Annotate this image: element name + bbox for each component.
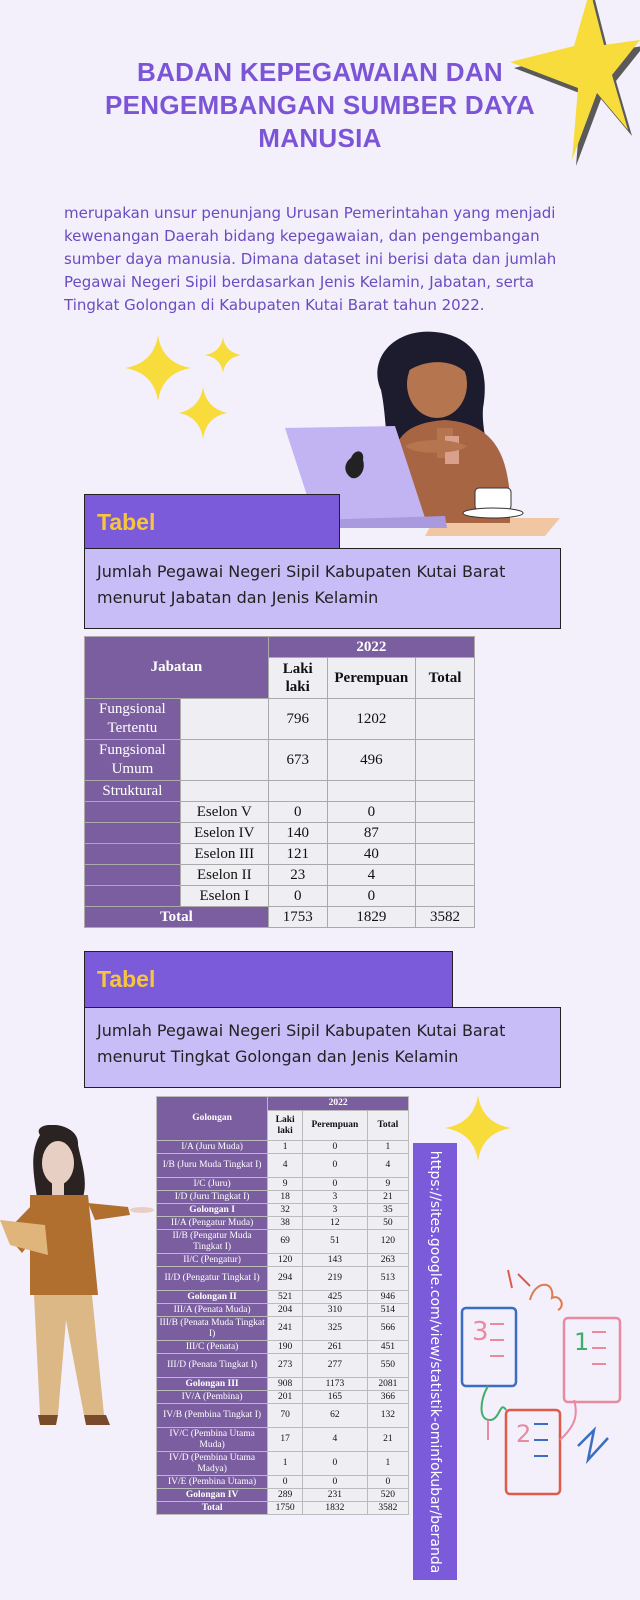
cell-sub: Eselon I — [180, 886, 268, 907]
table-row — [157, 1341, 409, 1354]
table-row — [157, 1317, 409, 1341]
table-row — [157, 1378, 409, 1391]
col-total-2: Total — [367, 1111, 408, 1141]
table-row — [157, 1291, 409, 1304]
total-row — [85, 907, 475, 928]
cell-laki: 796 — [268, 699, 327, 740]
cell-total — [416, 781, 475, 802]
cell-main: Fungsional Tertentu — [85, 699, 181, 740]
cell-perempuan: 51 — [303, 1230, 368, 1254]
cell-laki: 70 — [268, 1404, 303, 1428]
cell-total: 21 — [367, 1428, 408, 1452]
cell-perempuan: 1832 — [303, 1502, 368, 1515]
cell-laki: 673 — [268, 740, 327, 781]
cell-perempuan: 87 — [327, 823, 415, 844]
cell-main — [85, 886, 181, 907]
col-year: 2022 — [268, 637, 474, 658]
table-row — [85, 802, 475, 823]
cell-total: 520 — [367, 1489, 408, 1502]
total-laki: 1753 — [268, 907, 327, 928]
table-row — [157, 1217, 409, 1230]
cell-total: 550 — [367, 1354, 408, 1378]
table-row — [157, 1452, 409, 1476]
cell-laki: 201 — [268, 1391, 303, 1404]
cell-total — [416, 699, 475, 740]
sparkle-cluster-icon — [125, 335, 255, 445]
cell-total — [416, 865, 475, 886]
cell-golongan: Golongan III — [157, 1378, 268, 1391]
cell-laki: 18 — [268, 1191, 303, 1204]
cell-perempuan: 1173 — [303, 1378, 368, 1391]
cell-perempuan: 12 — [303, 1217, 368, 1230]
svg-text:1: 1 — [574, 1328, 590, 1356]
section2-label: Tabel — [84, 951, 453, 1008]
cell-total — [416, 823, 475, 844]
cell-perempuan: 0 — [303, 1141, 368, 1154]
cell-perempuan: 3 — [303, 1191, 368, 1204]
cell-sub — [180, 781, 268, 802]
table-row — [157, 1254, 409, 1267]
cell-total: 263 — [367, 1254, 408, 1267]
cell-laki: 0 — [268, 886, 327, 907]
table-row — [157, 1489, 409, 1502]
cell-total: 21 — [367, 1191, 408, 1204]
page-title: BADAN KEPEGAWAIAN DAN PENGEMBANGAN SUMBER DAYA MANUSIA — [104, 57, 535, 153]
cell-golongan: Total — [157, 1502, 268, 1515]
cell-laki: 204 — [268, 1304, 303, 1317]
cell-laki: 908 — [268, 1378, 303, 1391]
cell-perempuan: 219 — [303, 1267, 368, 1291]
col-laki-2: Laki laki — [268, 1111, 303, 1141]
cell-perempuan: 496 — [327, 740, 415, 781]
cell-perempuan — [327, 781, 415, 802]
cell-golongan: IV/B (Pembina Tingkat I) — [157, 1404, 268, 1428]
cell-laki: 69 — [268, 1230, 303, 1254]
cell-perempuan: 4 — [327, 865, 415, 886]
cell-golongan: I/D (Juru Tingkat I) — [157, 1191, 268, 1204]
cell-laki: 521 — [268, 1291, 303, 1304]
cell-laki: 121 — [268, 844, 327, 865]
cell-total: 451 — [367, 1341, 408, 1354]
table-row — [85, 865, 475, 886]
cell-perempuan: 62 — [303, 1404, 368, 1428]
col-perempuan: Perempuan — [327, 658, 415, 699]
cell-golongan: IV/E (Pembina Utama) — [157, 1476, 268, 1489]
cell-golongan: IV/C (Pembina Utama Muda) — [157, 1428, 268, 1452]
table-row — [85, 740, 475, 781]
cell-perempuan: 0 — [303, 1476, 368, 1489]
cell-golongan: III/C (Penata) — [157, 1341, 268, 1354]
cell-main — [85, 802, 181, 823]
jabatan-table — [84, 636, 475, 928]
cell-perempuan: 0 — [303, 1178, 368, 1191]
cell-perempuan: 4 — [303, 1428, 368, 1452]
cell-golongan: Golongan II — [157, 1291, 268, 1304]
svg-text:2: 2 — [516, 1420, 532, 1448]
cell-golongan: II/C (Pengatur) — [157, 1254, 268, 1267]
cell-perempuan: 165 — [303, 1391, 368, 1404]
cell-total: 35 — [367, 1204, 408, 1217]
cell-total — [416, 844, 475, 865]
cell-golongan: II/A (Pengatur Muda) — [157, 1217, 268, 1230]
cell-total — [416, 886, 475, 907]
table-row — [157, 1267, 409, 1291]
cell-golongan: IV/D (Pembina Utama Madya) — [157, 1452, 268, 1476]
table-row — [85, 781, 475, 802]
cell-perempuan: 0 — [303, 1452, 368, 1476]
cell-laki: 4 — [268, 1154, 303, 1178]
description-text: merupakan unsur penunjang Urusan Pemerintahan yang menjadi kewenangan Daerah bidang kepegawaian, dan pengembangan sumber daya manusia. Dimana dataset ini berisi data dan jumlah Pegawai Negeri Sipil berdasarkan Jenis Kelamin, Jabatan, serta Tingkat Golongan di Kabupaten Kutai Barat tahun 2022. — [64, 204, 557, 314]
cell-laki: 23 — [268, 865, 327, 886]
cell-main — [85, 844, 181, 865]
table-row — [85, 699, 475, 740]
cell-perempuan: 277 — [303, 1354, 368, 1378]
cell-laki: 0 — [268, 802, 327, 823]
cell-main: Struktural — [85, 781, 181, 802]
col-jabatan: Jabatan — [85, 637, 269, 699]
cell-laki: 32 — [268, 1204, 303, 1217]
cell-total: 2081 — [367, 1378, 408, 1391]
table-row — [157, 1304, 409, 1317]
cell-sub — [180, 740, 268, 781]
cell-sub: Eselon II — [180, 865, 268, 886]
cell-laki: 1 — [268, 1452, 303, 1476]
section2-caption: Jumlah Pegawai Negeri Sipil Kabupaten Kutai Barat menurut Tingkat Golongan dan Jenis Kelamin — [84, 1007, 561, 1088]
cell-golongan: II/D (Pengatur Tingkat I) — [157, 1267, 268, 1291]
table-row — [157, 1204, 409, 1217]
cell-total: 566 — [367, 1317, 408, 1341]
cell-total: 9 — [367, 1178, 408, 1191]
cell-main: Fungsional Umum — [85, 740, 181, 781]
cell-perempuan: 425 — [303, 1291, 368, 1304]
table-row — [157, 1404, 409, 1428]
cell-laki: 273 — [268, 1354, 303, 1378]
cell-golongan: III/D (Penata Tingkat I) — [157, 1354, 268, 1378]
woman-presenting-illustration — [0, 1125, 160, 1445]
cell-laki: 190 — [268, 1341, 303, 1354]
table-row — [157, 1230, 409, 1254]
col-golongan: Golongan — [157, 1097, 268, 1141]
cell-total: 514 — [367, 1304, 408, 1317]
cell-laki: 120 — [268, 1254, 303, 1267]
total-perempuan: 1829 — [327, 907, 415, 928]
total-label: Total — [85, 907, 269, 928]
col-year-2: 2022 — [268, 1097, 409, 1111]
cell-laki: 289 — [268, 1489, 303, 1502]
cell-golongan: II/B (Pengatur Muda Tingkat I) — [157, 1230, 268, 1254]
source-url-link[interactable]: https://sites.google.com/view/statistik-ominfokubar/beranda — [427, 1150, 443, 1574]
cell-laki: 1 — [268, 1141, 303, 1154]
cell-laki: 9 — [268, 1178, 303, 1191]
doodle-illustration — [460, 1270, 640, 1510]
total-total: 3582 — [416, 907, 475, 928]
cell-perempuan: 261 — [303, 1341, 368, 1354]
sparkle-icon — [445, 1095, 511, 1161]
cell-total: 50 — [367, 1217, 408, 1230]
table-row — [85, 886, 475, 907]
table-row — [157, 1191, 409, 1204]
cell-main — [85, 823, 181, 844]
cell-laki: 17 — [268, 1428, 303, 1452]
table-row — [157, 1354, 409, 1378]
cell-golongan: I/C (Juru) — [157, 1178, 268, 1191]
cell-perempuan: 3 — [303, 1204, 368, 1217]
cell-total: 1 — [367, 1452, 408, 1476]
cell-golongan: IV/A (Pembina) — [157, 1391, 268, 1404]
table-row — [157, 1154, 409, 1178]
cell-laki: 0 — [268, 1476, 303, 1489]
cell-golongan: Golongan I — [157, 1204, 268, 1217]
cell-perempuan: 40 — [327, 844, 415, 865]
cell-total: 513 — [367, 1267, 408, 1291]
cell-total — [416, 740, 475, 781]
table-row — [157, 1178, 409, 1191]
cell-perempuan: 0 — [327, 802, 415, 823]
cell-golongan: I/A (Juru Muda) — [157, 1141, 268, 1154]
cell-laki — [268, 781, 327, 802]
cell-total: 120 — [367, 1230, 408, 1254]
cell-laki: 241 — [268, 1317, 303, 1341]
cell-main — [85, 865, 181, 886]
cell-laki: 1750 — [268, 1502, 303, 1515]
table-row — [85, 823, 475, 844]
golongan-table — [156, 1096, 409, 1515]
cell-golongan: III/B (Penata Muda Tingkat I) — [157, 1317, 268, 1341]
cell-sub: Eselon V — [180, 802, 268, 823]
cell-perempuan: 325 — [303, 1317, 368, 1341]
table-row — [85, 844, 475, 865]
cell-golongan: Golongan IV — [157, 1489, 268, 1502]
table-row — [157, 1141, 409, 1154]
cell-perempuan: 143 — [303, 1254, 368, 1267]
col-perempuan-2: Perempuan — [303, 1111, 368, 1141]
table-row — [157, 1391, 409, 1404]
cell-total — [416, 802, 475, 823]
cell-golongan: III/A (Penata Muda) — [157, 1304, 268, 1317]
cell-total: 4 — [367, 1154, 408, 1178]
cell-perempuan: 0 — [327, 886, 415, 907]
cell-laki: 38 — [268, 1217, 303, 1230]
cell-laki: 140 — [268, 823, 327, 844]
cell-total: 366 — [367, 1391, 408, 1404]
cell-golongan: I/B (Juru Muda Tingkat I) — [157, 1154, 268, 1178]
cell-perempuan: 231 — [303, 1489, 368, 1502]
table-row — [157, 1502, 409, 1515]
col-total: Total — [416, 658, 475, 699]
cell-sub: Eselon III — [180, 844, 268, 865]
cell-perempuan: 1202 — [327, 699, 415, 740]
cell-total: 3582 — [367, 1502, 408, 1515]
section1-label: Tabel — [84, 494, 340, 550]
table-row — [157, 1428, 409, 1452]
cell-sub: Eselon IV — [180, 823, 268, 844]
cell-perempuan: 310 — [303, 1304, 368, 1317]
table-row — [157, 1476, 409, 1489]
col-laki: Laki laki — [268, 658, 327, 699]
cell-total: 132 — [367, 1404, 408, 1428]
cell-total: 1 — [367, 1141, 408, 1154]
cell-sub — [180, 699, 268, 740]
cell-total: 946 — [367, 1291, 408, 1304]
cell-laki: 294 — [268, 1267, 303, 1291]
svg-text:3: 3 — [472, 1317, 489, 1347]
cell-perempuan: 0 — [303, 1154, 368, 1178]
section1-caption: Jumlah Pegawai Negeri Sipil Kabupaten Kutai Barat menurut Jabatan dan Jenis Kelamin — [84, 548, 561, 629]
cell-total: 0 — [367, 1476, 408, 1489]
